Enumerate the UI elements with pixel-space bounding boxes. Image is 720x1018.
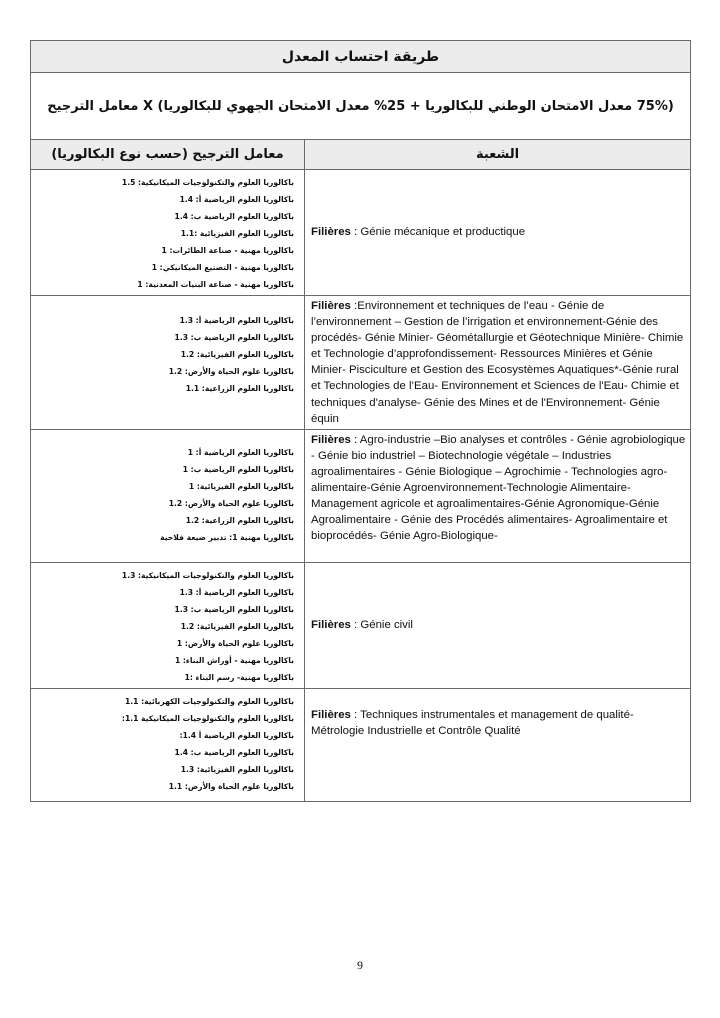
coefficient-list xyxy=(31,296,305,430)
coefficient-item: باكالوريا العلوم الفيزيائية :1.1 xyxy=(180,229,294,238)
coefficient-item: باكالوريا العلوم الرياضية ب: 1.3 xyxy=(174,604,294,614)
filiere-label: Filières xyxy=(311,708,351,721)
coefficient-item: باكالوريا علوم الحياة والأرض: 1.2 xyxy=(168,367,294,376)
filiere-text: :Environnement et techniques de l’eau - Génie de l’environnement – Gestion de l’irrigation et environnement-Génie des procédés- Génie Minier- Géométallurgie et Géotechnique Minière- Chimie et Technologie d’approfondissement- Ressources Minières et Génie Minier- Pisciculture et Gestion des Ecosystèmes Aquatiques*-Génie rural et Technologies de l’Eau- Environnement et Sciences de l'Eau- Chimie et techniques d'analyse- Génie des Mines et de l'Environnement- Génie équin xyxy=(311,300,684,425)
coefficient-list xyxy=(31,170,305,296)
filiere-cell xyxy=(305,296,691,430)
table-row xyxy=(31,688,691,801)
coefficient-item: باكالوريا العلوم الرياضية أ: 1 xyxy=(187,447,294,457)
coefficient-item: باكالوريا العلوم الفيزيائية: 1.3 xyxy=(180,764,294,774)
filiere-text: : Techniques instrumentales et management de qualité-Métrologie Industrielle et Contrôle Qualité xyxy=(311,708,634,737)
coefficient-list xyxy=(31,429,305,562)
coefficient-item: باكالوريا العلوم والتكنولوجيات الميكانيكية 1.1: xyxy=(121,713,294,723)
header-filiere: الشعبة xyxy=(305,140,691,170)
coefficient-item: باكالوريا مهنية - التصنيع الميكانيكي: 1 xyxy=(151,263,294,272)
coefficient-item: باكالوريا مهنية - أوراش البناء: 1 xyxy=(174,655,294,665)
coefficient-item: باكالوريا علوم الحياة والأرض: 1.2 xyxy=(168,498,294,508)
coefficient-table-container xyxy=(30,40,690,802)
header-coefficient: معامل الترجيح (حسب نوع البكالوريا) xyxy=(31,140,305,170)
filiere-text: : Agro-industrie –Bio analyses et contrôles - Génie agrobiologique - Génie bio industriel – Biotechnologie végétale – Industries agroalimentaires - Génie Biologique – Agrochimie - Technologies agro-alimentaire-Génie Agroenvironnement-Technologie Alimentaire-Management agricole et agroalimentaires-Génie Agronomique-Génie Agroalimentaire - Génie des Procédés alimentaires- Agroalimentaire et bioprocédés- Génie Agro-Biologique- xyxy=(311,433,686,543)
coefficient-item: باكالوريا العلوم الفيزيائية: 1.2 xyxy=(180,350,294,359)
coefficient-item: باكالوريا مهنية- رسم البناء :1 xyxy=(184,672,294,682)
table-row xyxy=(31,170,691,296)
filiere-cell xyxy=(305,562,691,688)
coefficient-item: باكالوريا العلوم الزراعية: 1.2 xyxy=(185,515,294,525)
coefficient-item: باكالوريا العلوم الرياضية أ 1.4: xyxy=(179,730,294,740)
filiere-label: Filières xyxy=(311,619,351,632)
coefficient-item: باكالوريا العلوم الرياضية ب: 1 xyxy=(182,464,294,474)
coefficient-item: باكالوريا العلوم الرياضية أ: 1.4 xyxy=(179,195,294,204)
average-calculation-table xyxy=(30,40,691,802)
filiere-label: Filières xyxy=(311,433,351,446)
average-formula: (75% معدل الامتحان الوطني للبكالوريا + 25% معدل الامتحان الجهوي للبكالوريا) X معامل الترجيح xyxy=(31,73,691,140)
coefficient-item: باكالوريا العلوم الفيزيائية: 1.2 xyxy=(180,621,294,631)
coefficient-item: باكالوريا علوم الحياة والأرض: 1 xyxy=(176,638,294,648)
coefficient-item: باكالوريا مهنية - صناعة البنيات المعدنية: 1 xyxy=(137,280,294,289)
coefficient-item: باكالوريا العلوم الزراعية: 1.1 xyxy=(185,384,294,393)
coefficient-item: باكالوريا العلوم الفيزيائية: 1 xyxy=(188,481,294,491)
coefficient-item: باكالوريا علوم الحياة والأرض: 1.1 xyxy=(168,781,294,791)
coefficient-item: باكالوريا العلوم الرياضية ب: 1.3 xyxy=(174,333,294,342)
table-row xyxy=(31,562,691,688)
coefficient-item: باكالوريا العلوم الرياضية ب: 1.4 xyxy=(174,747,294,757)
coefficient-item: باكالوريا العلوم الرياضية أ: 1.3 xyxy=(179,587,294,597)
coefficient-item: باكالوريا مهنية 1: تدبير ضيعة فلاحية xyxy=(160,532,294,542)
filiere-text: : Génie mécanique et productique xyxy=(350,226,526,239)
filiere-cell xyxy=(305,688,691,801)
coefficient-item: باكالوريا العلوم الرياضية أ: 1.3 xyxy=(179,316,294,325)
filiere-text: : Génie civil xyxy=(350,619,413,632)
coefficient-item: باكالوريا العلوم الرياضية ب: 1.4 xyxy=(174,212,294,221)
header-row xyxy=(31,140,691,170)
coefficient-item: باكالوريا مهنية - صناعة الطائرات: 1 xyxy=(161,246,294,255)
page-number: 9 xyxy=(357,958,363,972)
table-title: طريقة احتساب المعدل xyxy=(31,41,691,73)
coefficient-item: باكالوريا العلوم والتكنولوجيات الميكانيكية: 1.5 xyxy=(121,178,294,187)
filiere-cell xyxy=(305,170,691,296)
coefficient-item: باكالوريا العلوم والتكنولوجيات الميكانيكية: 1.3 xyxy=(121,570,294,580)
coefficient-list xyxy=(31,688,305,801)
coefficient-list xyxy=(31,562,305,688)
filiere-label: Filières xyxy=(311,226,351,239)
title-row xyxy=(31,41,691,73)
filiere-label: Filières xyxy=(311,300,351,312)
table-row xyxy=(31,429,691,562)
filiere-cell xyxy=(305,429,691,562)
coefficient-item: باكالوريا العلوم والتكنولوجيات الكهربائية: 1.1 xyxy=(125,696,294,706)
table-row xyxy=(31,296,691,430)
formula-row xyxy=(31,73,691,140)
